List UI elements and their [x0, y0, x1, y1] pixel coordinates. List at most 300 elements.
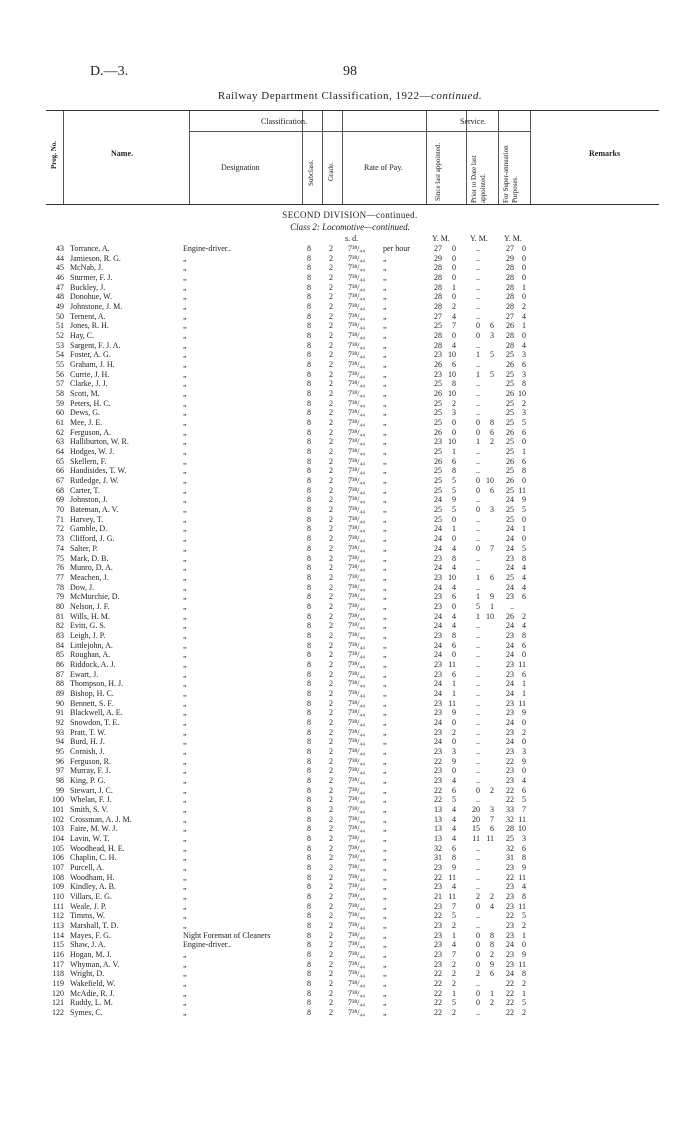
subclass-cell: 8	[307, 669, 311, 679]
prog-no-cell: 57	[56, 379, 64, 389]
prog-no-cell: 52	[56, 331, 64, 341]
rate-of-pay-cell: 7³⁸/₄₄	[348, 872, 365, 882]
since-months-cell: 9	[452, 495, 456, 505]
subclass-cell: 8	[307, 514, 311, 524]
staff-name-cell: Munro, D. A.	[70, 563, 113, 573]
super-months-cell: 11	[518, 814, 526, 824]
table-row	[0, 583, 700, 593]
since-months-cell: 11	[448, 698, 456, 708]
super-years-cell: 26	[506, 389, 514, 399]
super-months-cell: 2	[522, 979, 526, 989]
since-years-cell: 22	[434, 979, 442, 989]
super-years-cell: 24	[506, 737, 514, 747]
staff-name-cell: Ewart, J.	[70, 669, 99, 679]
since-years-cell: 31	[434, 853, 442, 863]
classification-header: Classification.	[261, 117, 307, 126]
subclass-cell: 8	[307, 872, 311, 882]
table-row	[0, 902, 700, 912]
since-months-cell: 9	[452, 863, 456, 872]
rate-of-pay-cell: 7³⁸/₄₄	[348, 853, 365, 863]
grade-cell: 2	[329, 398, 333, 408]
prior-years-cell: ..	[476, 727, 480, 737]
prog-no-cell: 95	[56, 746, 64, 756]
subclass-cell: 8	[307, 495, 311, 505]
prior-years-cell: ..	[476, 282, 480, 292]
super-years-cell: 23	[506, 727, 514, 737]
designation-cell: „	[183, 572, 187, 582]
rate-of-pay-cell: 7³⁸/₄₄	[348, 756, 365, 766]
prior-years-cell: ..	[476, 630, 480, 640]
staff-name-cell: Graham, J. H.	[70, 360, 115, 370]
designation-cell: „	[183, 988, 187, 998]
staff-name-cell: McMurchie, D.	[70, 592, 120, 602]
super-months-cell: 3	[522, 408, 526, 418]
super-months-cell: 10	[518, 389, 526, 399]
since-months-cell: 9	[452, 756, 456, 766]
since-years-cell: 13	[434, 814, 442, 824]
table-row	[0, 931, 700, 941]
rate-unit-cell: „	[383, 321, 387, 331]
table-row	[0, 389, 700, 399]
prior-years-cell: 0	[476, 485, 480, 495]
super-years-cell: 24	[506, 524, 514, 534]
rate-of-pay-cell: 7³⁸/₄₄	[348, 360, 365, 370]
table-row	[0, 873, 700, 883]
rate-unit-cell: „	[383, 389, 387, 399]
since-months-cell: 4	[452, 582, 456, 592]
super-months-cell: 11	[518, 959, 526, 969]
since-months-cell: 3	[452, 408, 456, 418]
rate-of-pay-cell: 7³⁸/₄₄	[348, 901, 365, 911]
super-months-cell: 1	[522, 679, 526, 689]
rate-of-pay-cell: 7³⁸/₄₄	[348, 621, 365, 631]
super-years-cell: 23	[506, 863, 514, 872]
prior-years-cell: ..	[476, 292, 480, 302]
grade-cell: 2	[329, 253, 333, 263]
rate-unit-cell: „	[383, 630, 387, 640]
prior-years-cell: ..	[476, 360, 480, 370]
units-sd: s. d.	[345, 234, 359, 243]
since-years-cell: 23	[434, 437, 442, 447]
super-months-cell: 2	[522, 921, 526, 931]
prior-years-cell: ..	[476, 379, 480, 389]
super-months-cell: 4	[522, 340, 526, 350]
since-months-cell: 9	[452, 708, 456, 718]
col-divider	[426, 111, 427, 204]
prog-no-cell: 79	[56, 592, 64, 602]
prior-years-cell: ..	[476, 253, 480, 263]
prog-no-cell: 82	[56, 621, 64, 631]
since-years-cell: 23	[434, 863, 442, 872]
designation-cell: „	[183, 437, 187, 447]
prior-months-cell: 9	[490, 959, 494, 969]
super-years-cell: 22	[506, 979, 514, 989]
subclass-cell: 8	[307, 543, 311, 553]
prior-years-cell: ..	[476, 659, 480, 669]
since-years-cell: 28	[434, 302, 442, 312]
staff-name-cell: Dews, G.	[70, 408, 100, 418]
table-row	[0, 969, 700, 979]
rate-of-pay-cell: 7³⁸/₄₄	[348, 679, 365, 689]
super-months-cell: 6	[522, 427, 526, 437]
grade-cell: 2	[329, 988, 333, 998]
grade-header: Grade.	[327, 162, 335, 181]
grade-cell: 2	[329, 959, 333, 969]
since-years-cell: 22	[434, 1008, 442, 1018]
prog-no-cell: 87	[56, 669, 64, 679]
table-header	[46, 110, 659, 205]
prior-years-cell: ..	[476, 979, 480, 989]
super-years-cell: 26	[506, 360, 514, 370]
subclass-cell: 8	[307, 369, 311, 379]
super-months-cell: 6	[522, 456, 526, 466]
grade-cell: 2	[329, 737, 333, 747]
rate-unit-cell: „	[383, 853, 387, 863]
since-months-cell: 7	[452, 321, 456, 331]
designation-cell: „	[183, 253, 187, 263]
staff-name-cell: Timms, W.	[70, 911, 106, 921]
rate-unit-cell: „	[383, 601, 387, 611]
rate-unit-cell: „	[383, 350, 387, 360]
prior-years-cell: ..	[476, 244, 480, 253]
prog-no-cell: 106	[52, 853, 64, 863]
prior-years-cell: ..	[476, 263, 480, 273]
staff-name-cell: Lavin, W. T.	[70, 833, 110, 843]
prior-months-cell: 8	[490, 930, 494, 940]
rate-unit-cell: „	[383, 340, 387, 350]
prior-years-cell: ..	[476, 640, 480, 650]
prior-years-cell: 0	[476, 476, 480, 486]
designation-cell: „	[183, 427, 187, 437]
units-ym-prior: Y. M.	[470, 234, 488, 243]
subclass-cell: 8	[307, 892, 311, 902]
super-years-cell: 25	[506, 379, 514, 389]
grade-cell: 2	[329, 418, 333, 428]
subclass-cell: 8	[307, 244, 311, 253]
staff-name-cell: Torrance, A.	[70, 244, 110, 253]
since-years-cell: 23	[434, 950, 442, 960]
prior-months-cell: 3	[490, 804, 494, 814]
rate-of-pay-cell: 7³⁸/₄₄	[348, 447, 365, 457]
since-months-cell: 4	[452, 621, 456, 631]
rate-unit-cell: „	[383, 485, 387, 495]
prior-months-cell: 10	[486, 476, 494, 486]
subclass-cell: 8	[307, 582, 311, 592]
rate-unit-cell: „	[383, 911, 387, 921]
subclass-cell: 8	[307, 688, 311, 698]
super-years-cell: 28	[506, 302, 514, 312]
staff-name-cell: Ruddy, L. M.	[70, 998, 113, 1008]
rate-unit-cell: „	[383, 659, 387, 669]
subclass-cell: 8	[307, 408, 311, 418]
prog-no-cell: 47	[56, 282, 64, 292]
prog-no-cell: 46	[56, 273, 64, 283]
rate-unit-cell: „	[383, 311, 387, 321]
since-years-cell: 13	[434, 833, 442, 843]
grade-cell: 2	[329, 563, 333, 573]
table-row	[0, 495, 700, 505]
super-years-cell: 28	[506, 273, 514, 283]
since-years-cell: 23	[434, 350, 442, 360]
prog-no-cell: 64	[56, 447, 64, 457]
staff-name-cell: Salter, P.	[70, 543, 98, 553]
rate-unit-cell: „	[383, 843, 387, 853]
designation-cell: „	[183, 601, 187, 611]
prior-years-cell: 1	[476, 350, 480, 360]
since-years-cell: 28	[434, 282, 442, 292]
prior-months-cell: 7	[490, 543, 494, 553]
prior-years-cell: 0	[476, 901, 480, 911]
prior-months-cell: 6	[490, 572, 494, 582]
since-years-cell: 23	[434, 940, 442, 950]
grade-cell: 2	[329, 592, 333, 602]
table-row	[0, 641, 700, 651]
designation-cell: „	[183, 746, 187, 756]
prog-no-cell: 63	[56, 437, 64, 447]
grade-cell: 2	[329, 679, 333, 689]
since-months-cell: 4	[452, 543, 456, 553]
staff-name-cell: Ferguson, R.	[70, 756, 111, 766]
prior-years-cell: 1	[476, 572, 480, 582]
designation-cell: „	[183, 398, 187, 408]
since-years-cell: 25	[434, 418, 442, 428]
subclass-cell: 8	[307, 650, 311, 660]
super-months-cell: 11	[518, 485, 526, 495]
designation-cell: „	[183, 466, 187, 476]
rate-of-pay-cell: 7³⁸/₄₄	[348, 340, 365, 350]
prog-no-cell: 48	[56, 292, 64, 302]
grade-cell: 2	[329, 437, 333, 447]
super-years-cell: 23	[506, 669, 514, 679]
since-years-cell: 24	[434, 688, 442, 698]
super-years-cell: 25	[506, 833, 514, 843]
subclass-cell: 8	[307, 611, 311, 621]
super-years-cell: ..	[510, 601, 514, 611]
subclass-cell: 8	[307, 398, 311, 408]
subclass-cell: 8	[307, 824, 311, 834]
table-row	[0, 1008, 700, 1018]
table-row	[0, 505, 700, 515]
super-years-cell: 32	[506, 843, 514, 853]
rate-unit-cell: „	[383, 892, 387, 902]
rate-of-pay-cell: 7³⁸/₄₄	[348, 253, 365, 263]
super-months-cell: 2	[522, 727, 526, 737]
prog-no-cell: 72	[56, 524, 64, 534]
grade-cell: 2	[329, 244, 333, 253]
prog-no-cell: 102	[52, 814, 64, 824]
since-years-cell: 24	[434, 534, 442, 544]
designation-cell: „	[183, 950, 187, 960]
staff-name-cell: Symes, C.	[70, 1008, 103, 1018]
rate-unit-cell: „	[383, 717, 387, 727]
subclass-cell: 8	[307, 505, 311, 515]
prior-years-cell: ..	[476, 911, 480, 921]
subclass-cell: 8	[307, 389, 311, 399]
subclass-header: Subclass.	[307, 159, 315, 186]
grade-cell: 2	[329, 795, 333, 805]
grade-cell: 2	[329, 911, 333, 921]
grade-cell: 2	[329, 427, 333, 437]
prior-years-cell: 0	[476, 785, 480, 795]
super-years-cell: 28	[506, 263, 514, 273]
since-years-cell: 28	[434, 340, 442, 350]
prior-years-cell: ..	[476, 456, 480, 466]
super-years-cell: 23	[506, 950, 514, 960]
since-months-cell: 6	[452, 592, 456, 602]
since-months-cell: 2	[452, 979, 456, 989]
grade-cell: 2	[329, 882, 333, 892]
grade-cell: 2	[329, 543, 333, 553]
table-row	[0, 728, 700, 738]
prior-months-cell: 3	[490, 331, 494, 341]
rate-unit-cell: „	[383, 940, 387, 950]
staff-name-cell: Gamble, D.	[70, 524, 108, 534]
table-row	[0, 795, 700, 805]
since-years-cell: 23	[434, 930, 442, 940]
super-years-cell: 22	[506, 998, 514, 1008]
rate-of-pay-cell: 7³⁸/₄₄	[348, 273, 365, 283]
rate-unit-cell: „	[383, 988, 387, 998]
staff-name-cell: Chaplin, C. H.	[70, 853, 117, 863]
super-years-cell: 26	[506, 476, 514, 486]
super-months-cell: 5	[522, 418, 526, 428]
prog-no-cell: 121	[52, 998, 64, 1008]
rate-unit-cell: „	[383, 640, 387, 650]
prior-years-cell: 0	[476, 998, 480, 1008]
since-months-cell: 0	[452, 717, 456, 727]
prog-no-cell: 56	[56, 369, 64, 379]
subclass-cell: 8	[307, 737, 311, 747]
subclass-cell: 8	[307, 485, 311, 495]
prog-no-cell: 100	[52, 795, 64, 805]
section-heading: SECOND DIVISION—continued.	[282, 210, 418, 220]
since-years-cell: 22	[434, 911, 442, 921]
since-months-cell: 8	[452, 379, 456, 389]
prior-years-cell: 0	[476, 959, 480, 969]
grade-cell: 2	[329, 659, 333, 669]
super-years-cell: 23	[506, 708, 514, 718]
grade-cell: 2	[329, 640, 333, 650]
designation-cell: „	[183, 292, 187, 302]
since-years-cell: 26	[434, 427, 442, 437]
super-years-cell: 26	[506, 611, 514, 621]
super-years-cell: 27	[506, 244, 514, 253]
table-row	[0, 573, 700, 583]
table-row	[0, 408, 700, 418]
rate-of-pay-cell: 7³⁸/₄₄	[348, 698, 365, 708]
staff-name-cell: Hogan, M. J.	[70, 950, 112, 960]
staff-name-cell: Hay, C.	[70, 331, 95, 341]
rate-of-pay-cell: 7³⁸/₄₄	[348, 833, 365, 843]
subclass-cell: 8	[307, 418, 311, 428]
subclass-cell: 8	[307, 273, 311, 283]
designation-cell: „	[183, 514, 187, 524]
since-months-cell: 6	[452, 360, 456, 370]
table-row	[0, 824, 700, 834]
subclass-cell: 8	[307, 708, 311, 718]
staff-name-cell: Villars, E. G.	[70, 892, 112, 902]
subclass-cell: 8	[307, 331, 311, 341]
staff-name-cell: Stewart, J. C.	[70, 785, 113, 795]
table-row	[0, 418, 700, 428]
since-months-cell: 11	[448, 659, 456, 669]
rate-of-pay-cell: 7³⁸/₄₄	[348, 766, 365, 776]
grade-cell: 2	[329, 650, 333, 660]
rate-of-pay-cell: 7³⁸/₄₄	[348, 514, 365, 524]
since-months-cell: 6	[452, 456, 456, 466]
super-months-cell: 0	[522, 737, 526, 747]
table-row	[0, 254, 700, 264]
since-years-cell: 25	[434, 447, 442, 457]
prog-no-cell: 93	[56, 727, 64, 737]
super-years-cell: 24	[506, 495, 514, 505]
staff-name-cell: Crossman, A. J. M.	[70, 814, 132, 824]
prior-years-cell: ..	[476, 650, 480, 660]
rate-of-pay-cell: 7³⁸/₄₄	[348, 746, 365, 756]
prior-years-cell: 0	[476, 418, 480, 428]
table-row	[0, 950, 700, 960]
since-years-cell: 23	[434, 882, 442, 892]
since-years-cell: 24	[434, 524, 442, 534]
since-years-cell: 25	[434, 398, 442, 408]
since-months-cell: 1	[452, 447, 456, 457]
super-years-cell: 25	[506, 572, 514, 582]
designation-cell: Night Foreman of Cleaners	[183, 930, 271, 940]
subclass-cell: 8	[307, 456, 311, 466]
rate-unit-cell: „	[383, 456, 387, 466]
since-months-cell: 0	[452, 766, 456, 776]
rate-of-pay-cell: 7³⁸/₄₄	[348, 998, 365, 1008]
prior-years-cell: 20	[472, 804, 480, 814]
rate-of-pay-cell: 7³⁸/₄₄	[348, 553, 365, 563]
designation-cell: „	[183, 814, 187, 824]
since-years-cell: 23	[434, 572, 442, 582]
designation-cell: „	[183, 495, 187, 505]
rate-unit-cell: „	[383, 398, 387, 408]
since-years-cell: 28	[434, 292, 442, 302]
prior-years-cell: ..	[476, 766, 480, 776]
prior-years-cell: 0	[476, 988, 480, 998]
prog-no-cell: 61	[56, 418, 64, 428]
prog-no-cell: 88	[56, 679, 64, 689]
grade-cell: 2	[329, 466, 333, 476]
designation-cell: „	[183, 921, 187, 931]
super-months-cell: 0	[522, 514, 526, 524]
prior-years-cell: ..	[476, 669, 480, 679]
prior-years-cell: 15	[472, 824, 480, 834]
prior-years-cell: ..	[476, 708, 480, 718]
prior-months-cell: 5	[490, 350, 494, 360]
prog-no-cell: 115	[52, 940, 64, 950]
since-years-cell: 23	[434, 601, 442, 611]
super-months-cell: 0	[522, 717, 526, 727]
table-row	[0, 476, 700, 486]
super-months-cell: 7	[522, 804, 526, 814]
designation-cell: „	[183, 853, 187, 863]
rate-unit-cell: „	[383, 737, 387, 747]
since-months-cell: 4	[452, 311, 456, 321]
since-years-cell: 22	[434, 969, 442, 979]
subclass-cell: 8	[307, 263, 311, 273]
since-months-cell: 0	[452, 418, 456, 428]
since-years-cell: 26	[434, 360, 442, 370]
designation-cell: „	[183, 833, 187, 843]
table-row	[0, 670, 700, 680]
prior-years-cell: ..	[476, 514, 480, 524]
table-row	[0, 737, 700, 747]
super-months-cell: 0	[522, 650, 526, 660]
super-months-cell: 1	[522, 524, 526, 534]
